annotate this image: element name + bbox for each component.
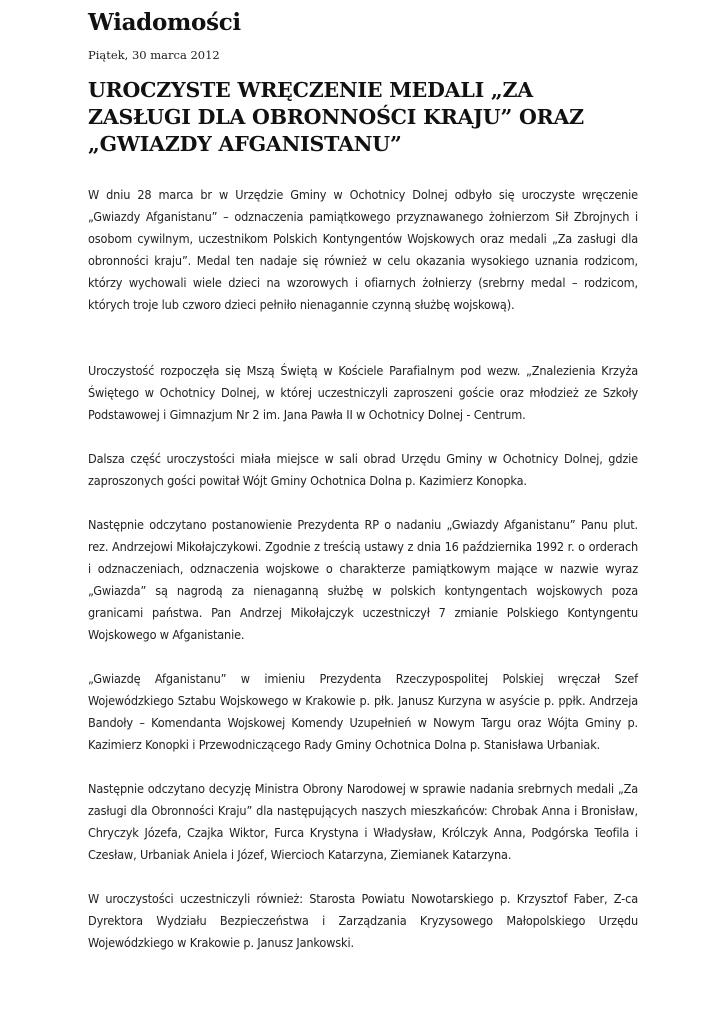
- article-paragraph: Następnie odczytano postanowienie Prezydenta RP o nadaniu „Gwiazdy Afganistanu” Panu plut. rez. Andrzejowi Mikołajczykowi. Zgodnie z treścią ustawy z dnia 16 października 1992 r. o orderach i odznaczeniach, odznaczenia wojskowe o charakterze pamiątkowym mające w nazwie wyraz „Gwiazda” są nagrodą za nienaganną służbę w polskich kontyngentach wojskowych poza granicami państwa. Pan Andrzej Mikołajczyk uczestniczył 7 zmianie Polskiego Kontyngentu Wojskowego w Afganistanie.: [88, 517, 638, 642]
- article-paragraph: W uroczystości uczestniczyli również: Starosta Powiatu Nowotarskiego p. Krzysztof Faber, Z-ca Dyrektora Wydziału Bezpieczeństwa i Zarządzania Kryzysowego Małopolskiego Urzędu Wojewódzkiego w Krakowie p. Janusz Jankowski.: [88, 891, 638, 950]
- article-body: [88, 184, 638, 954]
- article-paragraph: Dalsza część uroczystości miała miejsce w sali obrad Urzędu Gminy w Ochotnicy Dolnej, gdzie zaproszonych gości powitał Wójt Gminy Ochotnica Dolna p. Kazimierz Konopka.: [88, 451, 638, 488]
- article-paragraph: „Gwiazdę Afganistanu” w imieniu Prezydenta Rzeczypospolitej Polskiej wręczał Szef Wojewódzkiego Sztabu Wojskowego w Krakowie p. płk. Janusz Kurzyna w asyście p. ppłk. Andrzeja Bandoły – Komendanta Wojskowej Komendy Uzupełnień w Nowym Targu oraz Wójta Gminy p. Kazimierz Konopki i Przewodniczącego Rady Gminy Ochotnica Dolna p. Stanisława Urbaniak.: [88, 671, 638, 752]
- article-page: [88, 8, 638, 976]
- article-paragraph: W dniu 28 marca br w Urzędzie Gminy w Ochotnicy Dolnej odbyło się uroczyste wręczenie „Gwiazdy Afganistanu” – odznaczenia pamiątkowego przyznawanego żołnierzom Sił Zbrojnych i osobom cywilnym, uczestnikom Polskich Kontyngentów Wojskowych oraz medali „Za zasługi dla obronności kraju”. Medal ten nadaje się również w celu okazania wysokiego uznania rodzicom, którzy wychowali wiele dzieci na wzorowych i ofiarnych żołnierzy (srebrny medal – rodzicom, których troje lub czworo dzieci pełniło nienagannie czynną służbę wojskową).: [88, 187, 638, 312]
- article-paragraph: Następnie odczytano decyzję Ministra Obrony Narodowej w sprawie nadania srebrnych medali „Za zasługi dla Obronności Kraju” dla następujących naszych mieszkańców: Chrobak Anna i Bronisław, Chryczyk Józefa, Czajka Wiktor, Furca Krystyna i Władysław, Królczyk Anna, Podgórska Teofila i Czesław, Urbaniak Aniela i Józef, Wiercioch Katarzyna, Ziemianek Katarzyna.: [88, 781, 638, 862]
- article-paragraph: Uroczystość rozpoczęła się Mszą Świętą w Kościele Parafialnym pod wezw. „Znalezienia Krzyża Świętego w Ochotnicy Dolnej, w której uczestniczyli zaproszeni goście oraz młodzież ze Szkoły Podstawowej i Gimnazjum Nr 2 im. Jana Pawła II w Ochotnicy Dolnej - Centrum.: [88, 363, 638, 422]
- article-title: UROCZYSTE WRĘCZENIE MEDALI „ZA ZASŁUGI DLA OBRONNOŚCI KRAJU” ORAZ „GWIAZDY AFGANISTANU”: [88, 78, 584, 156]
- section-title: Wiadomości: [88, 9, 241, 36]
- publication-date: Piątek, 30 marca 2012: [88, 48, 220, 62]
